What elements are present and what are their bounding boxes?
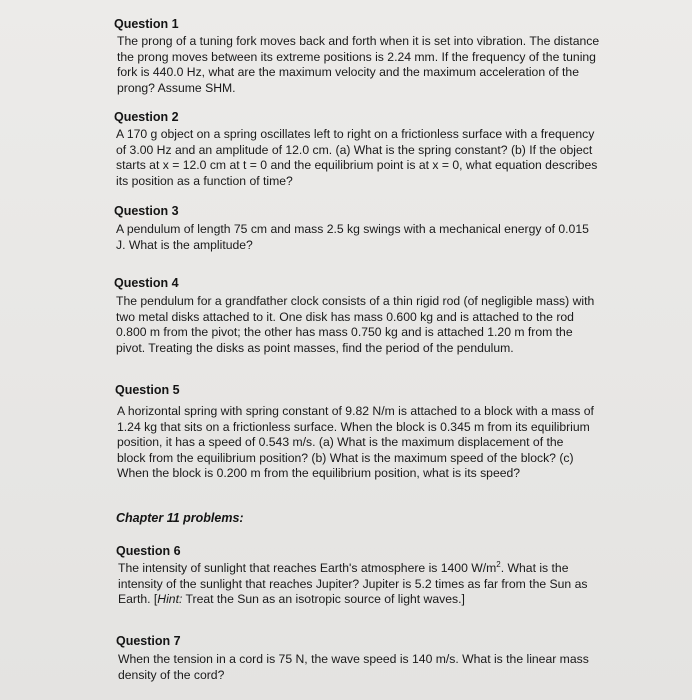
question-2-line: A 170 g object on a spring oscillates left to right on a frictionless surface with a frequency: [116, 127, 595, 141]
chapter-heading: Chapter 11 problems:: [116, 511, 244, 525]
question-5-line: When the block is 0.200 m from the equilibrium position, what is its speed?: [117, 466, 521, 481]
question-5-title: Question 5: [115, 383, 180, 397]
question-5-line: 1.24 kg that sits on a frictionless surface. When the block is 0.345 m from its equilibrium: [117, 419, 590, 434]
question-4-line: pivot. Treating the disks as point masses, find the period of the pendulum.: [116, 340, 514, 355]
question-2-line: its position as a function of time?: [116, 173, 293, 188]
question-6-line3-tail: Treat the Sun as an isotropic source of light waves.]: [182, 592, 465, 607]
question-2-line: starts at x = 12.0 cm at t = 0 and the equilibrium point is at x = 0, what equation describes: [116, 158, 598, 173]
question-7-text: [118, 652, 589, 683]
question-1-text: [117, 34, 599, 96]
question-6-line: [118, 592, 587, 608]
question-2-text: [116, 127, 597, 189]
question-5-line: block from the equilibrium position? (b) What is the maximum speed of the block? (c): [117, 450, 574, 465]
question-7-line: When the tension in a cord is 75 N, the wave speed is 140 m/s. What is the linear mass: [118, 652, 589, 666]
question-6-text: [118, 561, 587, 608]
question-3-line: A pendulum of length 75 cm and mass 2.5 kg swings with a mechanical energy of 0.015: [116, 222, 589, 236]
question-6-line: intensity of the sunlight that reaches Jupiter? Jupiter is 5.2 times as far from the Sun as: [118, 576, 588, 591]
question-6-line1-text: The intensity of sunlight that reaches Earth's atmosphere is 1400 W/m: [118, 561, 497, 575]
question-5-line: A horizontal spring with spring constant of 9.82 N/m is attached to a block with a mass of: [117, 404, 594, 418]
question-3-text: [116, 222, 589, 253]
question-4-line: The pendulum for a grandfather clock consists of a thin rigid rod (of negligible mass) with: [116, 294, 595, 308]
question-4-line: 0.800 m from the pivot; the other has mass 0.750 kg and is attached 1.20 m from the: [116, 325, 573, 340]
question-4-line: two metal disks attached to it. One disk has mass 0.600 kg and is attached to the rod: [116, 309, 574, 324]
question-2-line: of 3.00 Hz and an amplitude of 12.0 cm. (a) What is the spring constant? (b) If the object: [116, 142, 593, 157]
hint-label: Hint:: [157, 592, 183, 607]
question-6-line1-tail: . What is the: [500, 561, 569, 575]
question-1-line: prong? Assume SHM.: [117, 80, 236, 95]
question-2-title: Question 2: [114, 110, 179, 124]
question-1-title: Question 1: [114, 17, 179, 31]
question-3-title: Question 3: [114, 204, 179, 218]
question-6-line: [118, 561, 587, 577]
question-5-text: [117, 404, 594, 482]
question-1-line: The prong of a tuning fork moves back and forth when it is set into vibration. The distance: [117, 34, 600, 48]
question-1-line: fork is 440.0 Hz, what are the maximum velocity and the maximum acceleration of the: [117, 65, 579, 80]
question-6-line3-text: Earth. [: [118, 592, 158, 607]
superscript-exponent: 2: [496, 560, 501, 569]
question-5-line: position, it has a speed of 0.543 m/s. (a) What is the maximum displacement of the: [117, 435, 564, 450]
question-1-line: the prong moves between its extreme positions is 2.24 mm. If the frequency of the tuning: [117, 49, 596, 64]
question-6-title: Question 6: [116, 544, 181, 558]
question-7-title: Question 7: [116, 634, 181, 648]
question-7-line: density of the cord?: [118, 667, 225, 682]
question-3-line: J. What is the amplitude?: [116, 237, 253, 252]
question-4-title: Question 4: [114, 276, 179, 290]
question-4-text: [116, 294, 594, 356]
